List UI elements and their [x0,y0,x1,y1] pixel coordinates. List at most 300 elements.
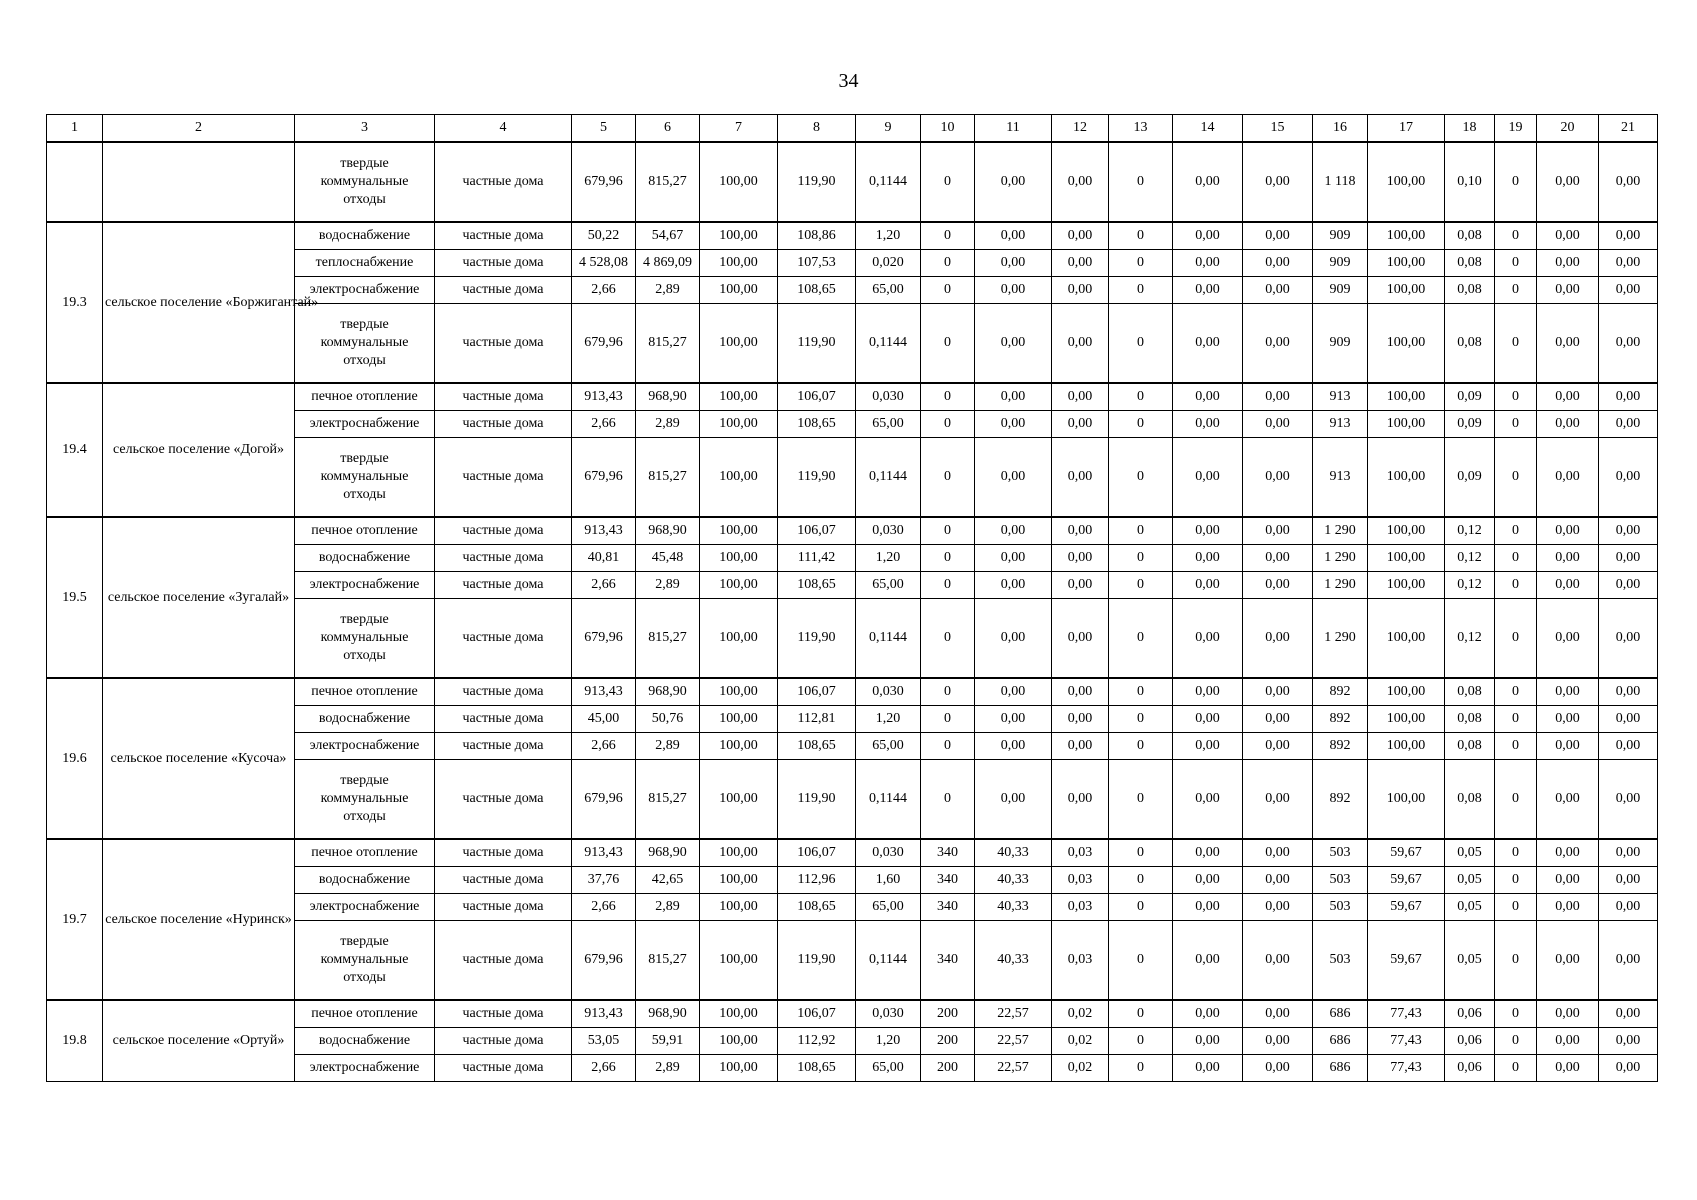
value-cell: 65,00 [856,411,921,438]
value-cell: 100,00 [700,733,778,760]
value-cell: 0,03 [1052,894,1109,921]
consumer-category: частные дома [435,733,572,760]
value-cell: 892 [1313,706,1368,733]
value-cell: 65,00 [856,894,921,921]
value-cell: 0,00 [1173,545,1243,572]
value-cell: 892 [1313,678,1368,706]
value-cell: 0 [1109,706,1173,733]
value-cell: 968,90 [636,839,700,867]
value-cell: 0,1144 [856,438,921,518]
value-cell: 100,00 [1368,411,1445,438]
consumer-category: частные дома [435,706,572,733]
value-cell: 65,00 [856,733,921,760]
value-cell: 913,43 [572,839,636,867]
value-cell: 100,00 [700,921,778,1001]
consumer-category: частные дома [435,438,572,518]
value-cell: 0 [921,142,975,222]
consumer-category: частные дома [435,894,572,921]
value-cell: 0,00 [1537,545,1599,572]
tariff-table [46,114,1658,1082]
value-cell: 0,00 [1537,839,1599,867]
value-cell: 0 [1495,517,1537,545]
value-cell: 503 [1313,894,1368,921]
service-type: электроснабжение [295,894,435,921]
value-cell: 0,00 [1599,411,1658,438]
value-cell: 0 [1109,1028,1173,1055]
service-type: твердые коммунальные отходы [295,304,435,384]
value-cell: 679,96 [572,142,636,222]
value-cell: 100,00 [1368,304,1445,384]
value-cell: 0,00 [1243,411,1313,438]
value-cell: 1 290 [1313,572,1368,599]
value-cell: 4 869,09 [636,250,700,277]
value-cell: 0,00 [1243,517,1313,545]
value-cell: 100,00 [700,304,778,384]
value-cell: 0,1144 [856,760,921,840]
service-type: печное отопление [295,383,435,411]
column-header: 5 [572,115,636,143]
value-cell: 0,00 [1052,545,1109,572]
value-cell: 100,00 [1368,142,1445,222]
value-cell: 0 [1495,867,1537,894]
value-cell: 106,07 [778,1000,856,1028]
value-cell: 100,00 [700,1028,778,1055]
consumer-category: частные дома [435,599,572,679]
value-cell: 0,030 [856,383,921,411]
value-cell: 679,96 [572,304,636,384]
value-cell: 100,00 [1368,222,1445,250]
value-cell: 107,53 [778,250,856,277]
value-cell: 0,00 [1243,545,1313,572]
value-cell: 968,90 [636,383,700,411]
consumer-category: частные дома [435,760,572,840]
value-cell: 0,00 [1599,706,1658,733]
consumer-category: частные дома [435,250,572,277]
value-cell: 0,00 [1052,517,1109,545]
service-type: теплоснабжение [295,250,435,277]
value-cell: 45,00 [572,706,636,733]
settlement-name: сельское поселение «Ортуй» [103,1000,295,1082]
value-cell: 0,00 [1243,250,1313,277]
value-cell: 0,09 [1445,383,1495,411]
service-type: водоснабжение [295,222,435,250]
consumer-category: частные дома [435,572,572,599]
service-type: твердые коммунальные отходы [295,760,435,840]
value-cell: 0,030 [856,839,921,867]
value-cell: 0,00 [1173,678,1243,706]
value-cell: 0,00 [1537,1000,1599,1028]
value-cell: 0,00 [1173,572,1243,599]
value-cell: 0,00 [1173,277,1243,304]
value-cell: 0 [1109,250,1173,277]
service-type: твердые коммунальные отходы [295,921,435,1001]
table-row [47,517,1658,545]
value-cell: 0,08 [1445,222,1495,250]
value-cell: 100,00 [1368,599,1445,679]
consumer-category: частные дома [435,921,572,1001]
column-header: 21 [1599,115,1658,143]
value-cell: 0,00 [1599,1000,1658,1028]
table-row [47,383,1658,411]
value-cell: 53,05 [572,1028,636,1055]
page-number: 34 [838,70,859,92]
value-cell: 112,81 [778,706,856,733]
value-cell: 340 [921,894,975,921]
value-cell: 0,00 [1599,304,1658,384]
value-cell: 0,08 [1445,733,1495,760]
value-cell: 0,00 [1537,517,1599,545]
value-cell: 0,00 [1052,142,1109,222]
value-cell: 0,00 [1599,921,1658,1001]
value-cell: 0,00 [1537,921,1599,1001]
settlement-id [47,142,103,222]
consumer-category: частные дома [435,545,572,572]
value-cell: 0,00 [1173,733,1243,760]
value-cell: 0,00 [1537,383,1599,411]
value-cell: 0,00 [1173,142,1243,222]
service-type: водоснабжение [295,706,435,733]
value-cell: 50,76 [636,706,700,733]
value-cell: 100,00 [1368,383,1445,411]
value-cell: 0,06 [1445,1000,1495,1028]
value-cell: 0,00 [1599,760,1658,840]
value-cell: 1,60 [856,867,921,894]
value-cell: 0,00 [1173,1000,1243,1028]
value-cell: 0,00 [1243,572,1313,599]
value-cell: 0,00 [1599,545,1658,572]
table-body [47,115,1658,1082]
value-cell: 108,65 [778,894,856,921]
column-header: 1 [47,115,103,143]
settlement-name: сельское поселение «Боржигантай» [103,222,295,383]
value-cell: 77,43 [1368,1028,1445,1055]
value-cell: 65,00 [856,1055,921,1082]
value-cell: 40,33 [975,867,1052,894]
value-cell: 0,00 [1599,839,1658,867]
settlement-id: 19.4 [47,383,103,517]
settlement-id: 19.5 [47,517,103,678]
value-cell: 913,43 [572,1000,636,1028]
value-cell: 0,00 [1243,921,1313,1001]
value-cell: 0 [1495,921,1537,1001]
value-cell: 0,00 [975,760,1052,840]
value-cell: 100,00 [700,1000,778,1028]
value-cell: 100,00 [700,894,778,921]
value-cell: 108,65 [778,277,856,304]
value-cell: 909 [1313,277,1368,304]
value-cell: 0 [1109,304,1173,384]
value-cell: 0,030 [856,517,921,545]
value-cell: 45,48 [636,545,700,572]
value-cell: 1,20 [856,706,921,733]
value-cell: 0,08 [1445,706,1495,733]
value-cell: 0 [921,517,975,545]
value-cell: 0,09 [1445,438,1495,518]
value-cell: 2,89 [636,894,700,921]
value-cell: 503 [1313,867,1368,894]
value-cell: 0,00 [1537,733,1599,760]
value-cell: 0,00 [1599,572,1658,599]
value-cell: 679,96 [572,921,636,1001]
value-cell: 0 [1109,599,1173,679]
value-cell: 0 [1495,894,1537,921]
value-cell: 200 [921,1055,975,1082]
value-cell: 0,00 [1243,733,1313,760]
value-cell: 0,00 [1243,867,1313,894]
value-cell: 22,57 [975,1055,1052,1082]
service-type: печное отопление [295,1000,435,1028]
value-cell: 968,90 [636,517,700,545]
value-cell: 0,00 [1599,678,1658,706]
value-cell: 913,43 [572,678,636,706]
consumer-category: частные дома [435,383,572,411]
value-cell: 100,00 [700,411,778,438]
value-cell: 40,33 [975,921,1052,1001]
value-cell: 0,00 [1537,304,1599,384]
value-cell: 100,00 [700,599,778,679]
value-cell: 108,65 [778,1055,856,1082]
service-type: твердые коммунальные отходы [295,142,435,222]
value-cell: 0,00 [1537,572,1599,599]
value-cell: 2,89 [636,733,700,760]
service-type: электроснабжение [295,411,435,438]
value-cell: 0,08 [1445,250,1495,277]
value-cell: 0,02 [1052,1000,1109,1028]
service-type: печное отопление [295,839,435,867]
value-cell: 112,96 [778,867,856,894]
value-cell: 0,03 [1052,839,1109,867]
value-cell: 2,66 [572,1055,636,1082]
value-cell: 0 [921,678,975,706]
value-cell: 0,00 [1599,1055,1658,1082]
value-cell: 679,96 [572,760,636,840]
value-cell: 111,42 [778,545,856,572]
value-cell: 913 [1313,438,1368,518]
value-cell: 2,89 [636,277,700,304]
value-cell: 892 [1313,733,1368,760]
value-cell: 0 [1109,894,1173,921]
value-cell: 100,00 [700,1055,778,1082]
value-cell: 0,05 [1445,921,1495,1001]
value-cell: 40,81 [572,545,636,572]
value-cell: 815,27 [636,142,700,222]
service-type: твердые коммунальные отходы [295,599,435,679]
service-type: твердые коммунальные отходы [295,438,435,518]
table-row [47,142,1658,222]
table-row [47,678,1658,706]
value-cell: 0,00 [1599,383,1658,411]
value-cell: 0,00 [1052,277,1109,304]
consumer-category: частные дома [435,304,572,384]
value-cell: 22,57 [975,1028,1052,1055]
service-type: электроснабжение [295,572,435,599]
value-cell: 0 [921,733,975,760]
value-cell: 815,27 [636,438,700,518]
value-cell: 40,33 [975,839,1052,867]
value-cell: 2,66 [572,894,636,921]
consumer-category: частные дома [435,839,572,867]
value-cell: 0,00 [975,142,1052,222]
consumer-category: частные дома [435,678,572,706]
value-cell: 0,00 [1052,733,1109,760]
value-cell: 0,030 [856,1000,921,1028]
value-cell: 0,00 [1537,277,1599,304]
value-cell: 815,27 [636,921,700,1001]
value-cell: 0 [1109,438,1173,518]
value-cell: 119,90 [778,599,856,679]
value-cell: 0,00 [1243,222,1313,250]
value-cell: 40,33 [975,894,1052,921]
column-header: 13 [1109,115,1173,143]
column-header: 3 [295,115,435,143]
value-cell: 0 [1495,1028,1537,1055]
value-cell: 0,00 [1243,1028,1313,1055]
value-cell: 0 [1495,222,1537,250]
value-cell: 0,00 [1537,678,1599,706]
column-header: 16 [1313,115,1368,143]
value-cell: 679,96 [572,438,636,518]
consumer-category: частные дома [435,142,572,222]
value-cell: 913,43 [572,517,636,545]
value-cell: 0,00 [975,277,1052,304]
value-cell: 913 [1313,383,1368,411]
value-cell: 968,90 [636,678,700,706]
value-cell: 59,67 [1368,894,1445,921]
value-cell: 0,00 [1052,706,1109,733]
value-cell: 0 [921,438,975,518]
value-cell: 106,07 [778,517,856,545]
value-cell: 0,00 [1599,599,1658,679]
value-cell: 106,07 [778,383,856,411]
service-type: электроснабжение [295,277,435,304]
value-cell: 100,00 [1368,572,1445,599]
value-cell: 0,00 [1537,222,1599,250]
value-cell: 0,00 [1537,1055,1599,1082]
value-cell: 0,00 [1243,1055,1313,1082]
value-cell: 0,00 [1243,678,1313,706]
column-header: 18 [1445,115,1495,143]
service-type: печное отопление [295,517,435,545]
settlement-id: 19.8 [47,1000,103,1082]
value-cell: 0 [1495,438,1537,518]
value-cell: 909 [1313,304,1368,384]
value-cell: 815,27 [636,304,700,384]
value-cell: 0,00 [975,383,1052,411]
value-cell: 0,00 [1537,867,1599,894]
value-cell: 0 [1495,572,1537,599]
value-cell: 0,05 [1445,839,1495,867]
value-cell: 1 118 [1313,142,1368,222]
value-cell: 0,00 [1243,599,1313,679]
column-header: 10 [921,115,975,143]
value-cell: 0 [1495,411,1537,438]
value-cell: 119,90 [778,760,856,840]
settlement-name: сельское поселение «Догой» [103,383,295,517]
value-cell: 0,05 [1445,894,1495,921]
value-cell: 100,00 [1368,733,1445,760]
value-cell: 0,1144 [856,599,921,679]
value-cell: 0,00 [1052,304,1109,384]
value-cell: 100,00 [700,142,778,222]
value-cell: 0,00 [1052,438,1109,518]
value-cell: 2,66 [572,411,636,438]
value-cell: 0,00 [1173,222,1243,250]
value-cell: 0,00 [1599,867,1658,894]
value-cell: 815,27 [636,760,700,840]
value-cell: 100,00 [700,867,778,894]
settlement-name: сельское поселение «Кусоча» [103,678,295,839]
value-cell: 100,00 [1368,517,1445,545]
value-cell: 0,12 [1445,517,1495,545]
value-cell: 200 [921,1000,975,1028]
value-cell: 0,00 [975,678,1052,706]
value-cell: 0,00 [975,411,1052,438]
value-cell: 100,00 [700,545,778,572]
value-cell: 0 [921,599,975,679]
value-cell: 0 [1109,572,1173,599]
value-cell: 59,91 [636,1028,700,1055]
value-cell: 100,00 [700,438,778,518]
value-cell: 0,020 [856,250,921,277]
value-cell: 0 [1109,222,1173,250]
value-cell: 2,66 [572,733,636,760]
value-cell: 340 [921,921,975,1001]
value-cell: 106,07 [778,678,856,706]
value-cell: 0 [921,304,975,384]
value-cell: 65,00 [856,277,921,304]
value-cell: 0 [1109,411,1173,438]
value-cell: 0,00 [1052,678,1109,706]
value-cell: 100,00 [700,517,778,545]
value-cell: 503 [1313,839,1368,867]
value-cell: 0,00 [1599,222,1658,250]
value-cell: 0,00 [1537,706,1599,733]
value-cell: 0,00 [1537,599,1599,679]
value-cell: 100,00 [700,250,778,277]
value-cell: 686 [1313,1000,1368,1028]
value-cell: 0 [921,706,975,733]
value-cell: 1 290 [1313,517,1368,545]
value-cell: 686 [1313,1055,1368,1082]
value-cell: 100,00 [700,760,778,840]
value-cell: 0,00 [1173,250,1243,277]
value-cell: 913,43 [572,383,636,411]
value-cell: 2,89 [636,572,700,599]
value-cell: 100,00 [1368,678,1445,706]
value-cell: 686 [1313,1028,1368,1055]
value-cell: 0,00 [1243,304,1313,384]
value-cell: 119,90 [778,304,856,384]
value-cell: 108,86 [778,222,856,250]
service-type: водоснабжение [295,545,435,572]
value-cell: 0,00 [1243,894,1313,921]
value-cell: 100,00 [1368,250,1445,277]
consumer-category: частные дома [435,517,572,545]
value-cell: 0 [1495,706,1537,733]
value-cell: 340 [921,839,975,867]
value-cell: 0,00 [1537,142,1599,222]
column-header: 17 [1368,115,1445,143]
value-cell: 0,00 [1173,839,1243,867]
value-cell: 0,00 [1243,839,1313,867]
value-cell: 54,67 [636,222,700,250]
value-cell: 0 [1109,383,1173,411]
column-header: 20 [1537,115,1599,143]
value-cell: 0 [921,383,975,411]
table-row [47,839,1658,867]
value-cell: 0,00 [1537,250,1599,277]
value-cell: 0 [1495,760,1537,840]
